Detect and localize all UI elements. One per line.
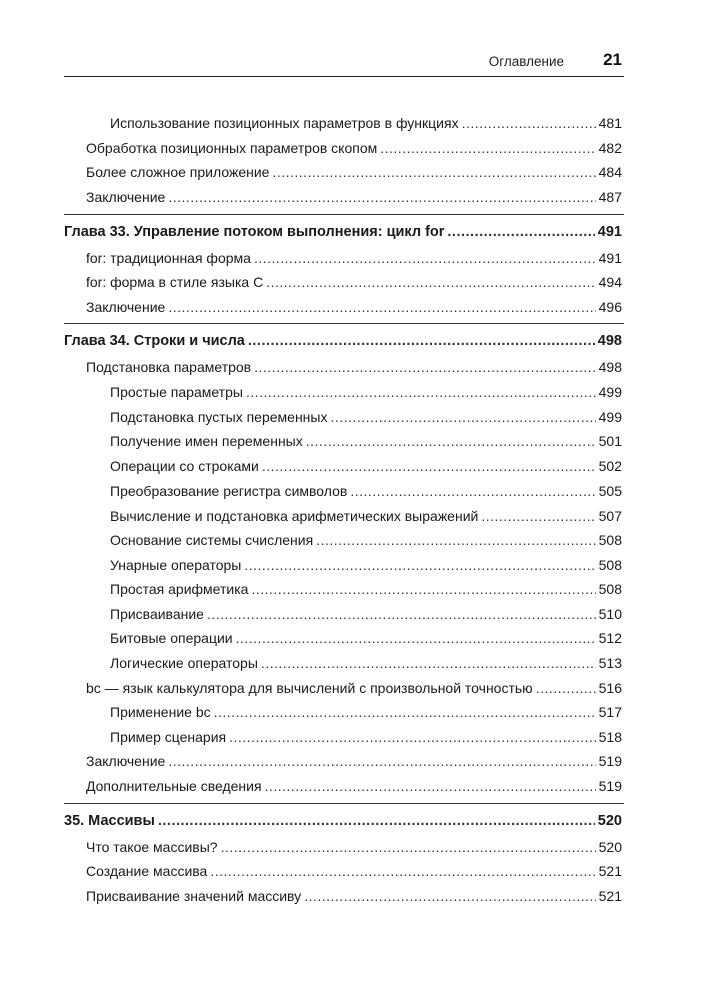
toc-entry: Подстановка параметров ..... 498 bbox=[86, 356, 622, 376]
toc-entry: Присваивание значений массиву ..... 521 bbox=[86, 885, 622, 905]
toc-entry: Подстановка пустых переменных ..... 499 bbox=[110, 406, 622, 426]
toc-entry: bc — язык калькулятора для вычислений с произвольной точностью ..... 516 bbox=[86, 677, 622, 697]
toc-entry: Основание системы счисления ..... 508 bbox=[110, 529, 622, 549]
toc-entry: Простые параметры ..... 499 bbox=[110, 381, 622, 401]
toc-entry: Использование позиционных параметров в функциях ..... 481 bbox=[110, 112, 622, 132]
page-header bbox=[64, 48, 624, 77]
chapter-divider bbox=[64, 323, 624, 324]
toc-entry: Простая арифметика ..... 508 bbox=[110, 578, 622, 598]
toc-entry: Заключение ..... 519 bbox=[86, 750, 622, 770]
page-number: 21 bbox=[603, 50, 622, 69]
toc-entry: Получение имен переменных ..... 501 bbox=[110, 430, 622, 450]
toc-entry: Присваивание ..... 510 bbox=[110, 603, 622, 623]
toc-chapter-entry: Глава 33. Управление потоком выполнения: цикл for ..... 491 bbox=[64, 221, 622, 241]
toc-entry: Заключение ..... 496 bbox=[86, 296, 622, 316]
toc-entry: for: форма в стиле языка C ..... 494 bbox=[86, 271, 622, 291]
toc-entry: Заключение ..... 487 bbox=[86, 186, 622, 206]
toc-entry: Вычисление и подстановка арифметических выражений ..... 507 bbox=[110, 505, 622, 525]
toc-entry: Битовые операции ..... 512 bbox=[110, 627, 622, 647]
toc-entry: Более сложное приложение ..... 484 bbox=[86, 161, 622, 181]
toc-entry: Операции со строками ..... 502 bbox=[110, 455, 622, 475]
toc-entry: Унарные операторы ..... 508 bbox=[110, 554, 622, 574]
toc-entry: Дополнительные сведения ..... 519 bbox=[86, 775, 622, 795]
toc-entry: for: традиционная форма ..... 491 bbox=[86, 247, 622, 267]
toc-entry: Логические операторы ..... 513 bbox=[110, 652, 622, 672]
toc-entry: Создание массива ..... 521 bbox=[86, 860, 622, 880]
toc-chapter-entry: 35. Массивы ..... 520 bbox=[64, 810, 622, 830]
toc-entry: Пример сценария ..... 518 bbox=[110, 726, 622, 746]
toc-entry: Что такое массивы? ..... 520 bbox=[86, 836, 622, 856]
toc-entry: Применение bc ..... 517 bbox=[110, 701, 622, 721]
chapter-divider bbox=[64, 803, 624, 804]
toc-chapter-entry: Глава 34. Строки и числа ..... 498 bbox=[64, 330, 622, 350]
running-head-title: Оглавление bbox=[488, 54, 564, 69]
chapter-divider bbox=[64, 214, 624, 215]
toc-entry: Преобразование регистра символов ..... 505 bbox=[110, 480, 622, 500]
toc-entry: Обработка позиционных параметров скопом ..... 482 bbox=[86, 137, 622, 157]
